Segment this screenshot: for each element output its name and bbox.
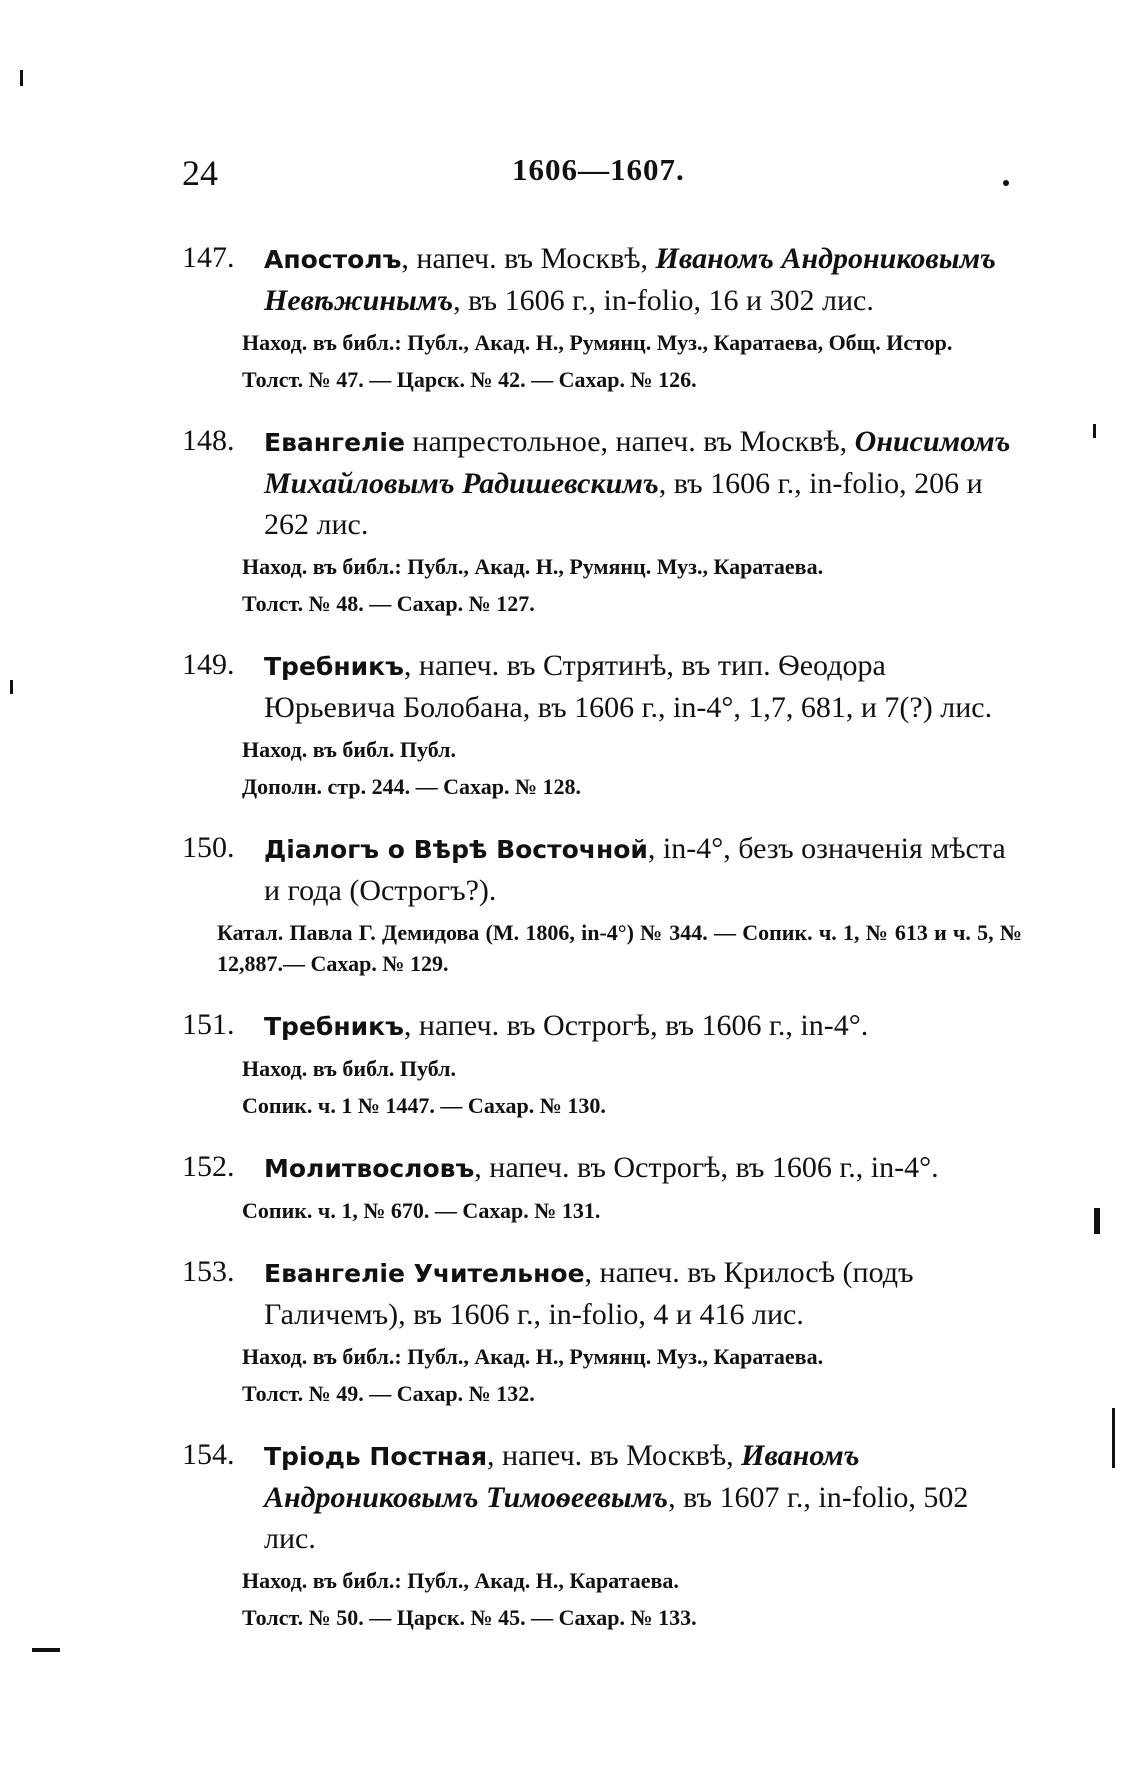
entry-reference-note: Толст. № 48. — Сахар. № 127. <box>242 591 535 616</box>
page-number: 24 <box>182 153 218 193</box>
entry-text <box>264 238 1022 321</box>
entry-title: Требникъ <box>264 652 404 681</box>
scan-speck <box>32 1648 60 1652</box>
entry-150 <box>182 828 1022 979</box>
entry-153 <box>182 1252 1022 1409</box>
entry-text <box>264 1252 1022 1335</box>
entry-location-note: Наход. въ библ.: Публ., Акад. Н., Румянц. Муз., Каратаева. <box>242 554 824 579</box>
entry-152 <box>182 1147 1022 1226</box>
entry-description: , напеч. въ Острогѣ, въ 1606 г., in-4°. <box>403 1009 869 1042</box>
entry-reference-note: Толст. № 49. — Сахар. № 132. <box>242 1381 535 1406</box>
entry-title: Тріодь Постная <box>264 1442 487 1471</box>
scan-speck <box>1093 424 1096 438</box>
entry-description: , напеч. въ Москвѣ, <box>487 1439 742 1472</box>
entry-151 <box>182 1005 1022 1121</box>
entry-title: Діалогъ о Вѣрѣ Восточной <box>264 835 648 864</box>
entry-location-note: Наход. въ библ. Публ. <box>242 737 457 762</box>
entry-location-note: Наход. въ библ.: Публ., Акад. Н., Румянц. Муз., Каратаева, Общ. Истор. <box>242 330 953 355</box>
entry-location-note: Наход. въ библ.: Публ., Акад. Н., Каратаева. <box>242 1568 679 1593</box>
entry-text <box>264 1435 1022 1559</box>
entry-number: 154. <box>182 1438 235 1471</box>
entry-title: Молитвословъ <box>264 1154 475 1183</box>
entry-number: 152. <box>182 1150 235 1183</box>
entry-printer: Онисимомъ Михайловымъ Радишевскимъ <box>264 425 1011 500</box>
scan-speck <box>1112 1408 1115 1468</box>
entry-description: , in-4°, безъ означенія мѣста и года (Острогъ?). <box>264 832 1006 907</box>
entry-reference-note: Толст. № 47. — Царск. № 42. — Сахар. № 126. <box>242 367 697 392</box>
entry-number: 147. <box>182 241 235 274</box>
entry-details: , въ 1606 г., in-folio, 206 и 262 лис. <box>264 467 983 541</box>
entry-reference-note: Сопик. ч. 1, № 670. — Сахар. № 131. <box>242 1198 601 1223</box>
bibliography-entries <box>182 238 1022 1659</box>
scan-speck <box>10 680 13 694</box>
entry-number: 150. <box>182 831 235 864</box>
entry-text <box>264 828 1022 911</box>
entry-description: , напеч. въ Москвѣ, <box>401 242 656 275</box>
entry-description: , напеч. въ Стрятинѣ, въ тип. Ѳеодора Юрьевича Болобана, въ 1606 г., in-4°, 1,7, 681, и 7(?) лис. <box>264 649 993 724</box>
entry-text <box>264 421 1022 545</box>
entry-number: 153. <box>182 1255 235 1288</box>
scan-speck <box>20 70 23 86</box>
scan-speck <box>1003 180 1009 186</box>
entry-text <box>264 645 1022 728</box>
running-title: 1606—1607. <box>512 152 685 187</box>
entry-title: Евангеліе Учительное <box>264 1259 585 1288</box>
entry-location-note: Наход. въ библ. Публ. <box>242 1056 457 1081</box>
entry-description: напрестольное, напеч. въ Москвѣ, <box>404 425 855 458</box>
entry-148 <box>182 421 1022 619</box>
entry-149 <box>182 645 1022 802</box>
entry-reference-note: Дополн. стр. 244. — Сахар. № 128. <box>242 774 582 799</box>
entry-number: 148. <box>182 424 235 457</box>
entry-description: , напеч. въ Острогѣ, въ 1606 г., in-4°. <box>474 1151 939 1184</box>
entry-title: Требникъ <box>264 1012 404 1041</box>
entry-details: , въ 1607 г., in-folio, 502 лис. <box>264 1481 969 1555</box>
entry-details: , въ 1606 г., in-folio, 16 и 302 лис. <box>453 284 874 317</box>
entry-description: , напеч. въ Крилосѣ (подъ Галичемъ), въ 1606 г., in-folio, 4 и 416 лис. <box>264 1256 914 1331</box>
entry-reference-note: Катал. Павла Г. Демидова (М. 1806, in-4°) № 344. — Сопик. ч. 1, № 613 и ч. 5, № 12,887.— Сахар. № 129. <box>217 920 1022 976</box>
entry-location-note: Наход. въ библ.: Публ., Акад. Н., Румянц. Муз., Каратаева. <box>242 1344 824 1369</box>
entry-number: 149. <box>182 648 235 681</box>
entry-154 <box>182 1435 1022 1633</box>
entry-text <box>264 1005 1022 1047</box>
entry-reference-note: Сопик. ч. 1 № 1447. — Сахар. № 130. <box>242 1093 606 1118</box>
entry-number: 151. <box>182 1008 235 1041</box>
entry-147 <box>182 238 1022 395</box>
entry-printer: Иваномъ Андрониковымъ Невѣжинымъ <box>264 242 996 317</box>
entry-title: Апостолъ <box>264 245 402 274</box>
entry-printer: Иваномъ Андрониковымъ Тимоѳеевымъ <box>264 1439 860 1514</box>
entry-text <box>264 1147 1022 1189</box>
scan-speck <box>1094 1208 1100 1234</box>
entry-reference-note: Толст. № 50. — Царск. № 45. — Сахар. № 133. <box>242 1605 697 1630</box>
entry-title: Евангеліе <box>264 428 405 457</box>
page-header <box>182 152 1022 202</box>
